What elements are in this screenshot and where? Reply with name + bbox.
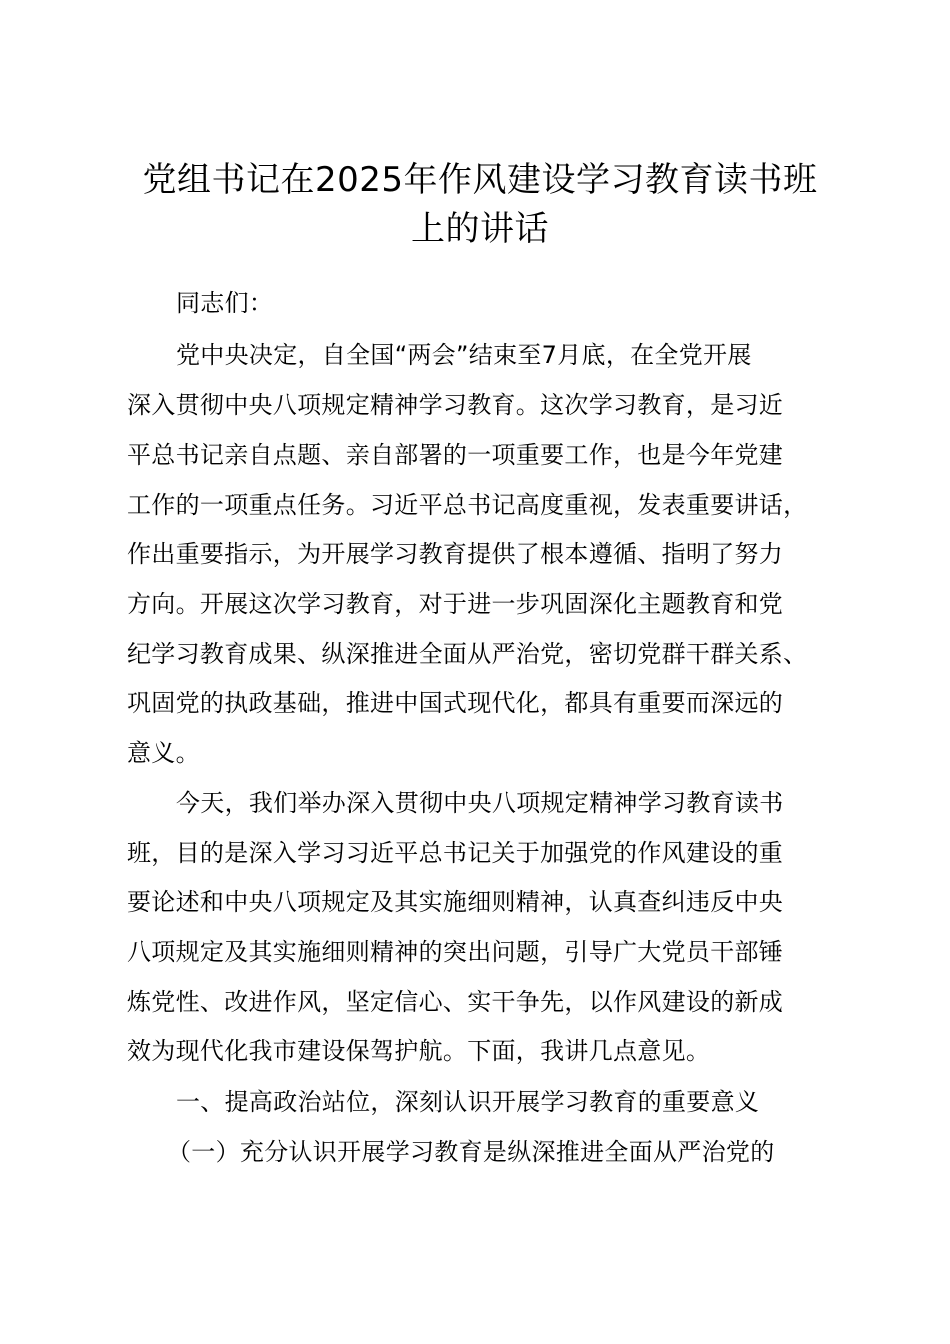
paragraph-1-line-4: 工作的一项重点任务。习近平总书记高度重视，发表重要讲话， (127, 491, 808, 519)
paragraph-2-line-2: 班，目的是深入学习习近平总书记关于加强党的作风建设的重 (127, 839, 784, 867)
paragraph-2-line-3: 要论述和中央八项规定及其实施细则精神，认真查纠违反中央 (127, 888, 784, 916)
paragraph-2-line-6: 效为现代化我市建设保驾护航。下面，我讲几点意见。 (127, 1037, 711, 1065)
paragraph-1-line-7: 纪学习教育成果、纵深推进全面从严治党，密切党群干群关系、 (127, 640, 808, 668)
document-title-line-1: 党组书记在2025年作风建设学习教育读书班 (142, 160, 818, 200)
document-title-line-2: 上的讲话 (411, 209, 549, 249)
paragraph-2-line-1: 今天，我们举办深入贯彻中央八项规定精神学习教育读书 (176, 789, 784, 817)
paragraph-1-line-6: 方向。开展这次学习教育，对于进一步巩固深化主题教育和党 (127, 590, 784, 618)
paragraph-1-line-5: 作出重要指示，为开展学习教育提供了根本遵循、指明了努力 (127, 540, 784, 568)
section-heading-1: 一、提高政治站位，深刻认识开展学习教育的重要意义 (176, 1088, 760, 1116)
paragraph-2-line-5: 炼党性、改进作风，坚定信心、实干争先，以作风建设的新成 (127, 988, 784, 1016)
paragraph-1-line-8: 巩固党的执政基础，推进中国式现代化，都具有重要而深远的 (127, 689, 784, 717)
paragraph-2-line-4: 八项规定及其实施细则精神的突出问题，引导广大党员干部锤 (127, 938, 784, 966)
subsection-heading-1: （一）充分认识开展学习教育是纵深推进全面从严治党的 (167, 1138, 775, 1166)
paragraph-1-line-1: 党中央决定，自全国“两会”结束至7月底，在全党开展 (176, 341, 752, 369)
paragraph-1-line-9: 意义。 (127, 739, 200, 767)
paragraph-1-line-3: 平总书记亲自点题、亲自部署的一项重要工作，也是今年党建 (127, 441, 784, 469)
salutation: 同志们： (176, 289, 274, 317)
paragraph-1-line-2: 深入贯彻中央八项规定精神学习教育。这次学习教育，是习近 (127, 391, 784, 419)
